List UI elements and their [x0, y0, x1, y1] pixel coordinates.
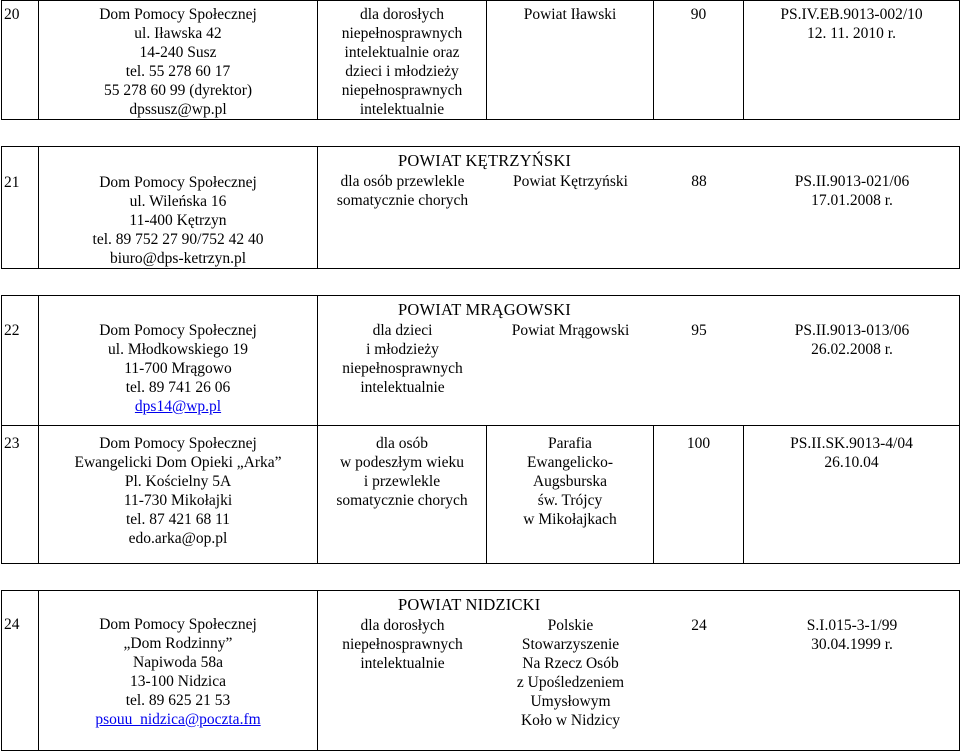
facility-name: Dom Pomocy Społecznej [99, 6, 257, 23]
facility-name: Dom Pomocy Społecznej [99, 174, 257, 191]
type-line: niepełnosprawnych [342, 636, 463, 653]
decision-date: 17.01.2008 r. [811, 192, 893, 209]
row-number: 21 [2, 147, 39, 269]
org-line: Parafia [548, 435, 592, 452]
spacer-cell [2, 120, 960, 147]
decision-reference [744, 319, 960, 397]
type-line: dla dorosłych [360, 6, 444, 23]
decision-reference [744, 614, 960, 730]
decision-date: 26.02.2008 r. [811, 341, 893, 358]
org-line: Ewangelicko- [526, 454, 614, 471]
facilities-table [1, 0, 960, 751]
decision-number: PS.IV.EB.9013-002/10 [780, 6, 923, 23]
powiat-header: POWIAT NIDZICKI [398, 595, 541, 614]
powiat-subtable [318, 170, 960, 210]
decision-number: PS.II.9013-021/06 [794, 173, 910, 190]
powiat-group [318, 591, 960, 751]
decision-reference [744, 1, 960, 120]
row-spacer [2, 564, 960, 591]
org-line: Augsburska [532, 473, 608, 490]
address-street: ul. Iławska 42 [134, 25, 222, 42]
decision-reference [744, 426, 960, 564]
facility-subname: Ewangelicki Dom Opieki „Arka” [74, 454, 282, 471]
facility-address [39, 296, 318, 426]
address-city: 11-400 Kętrzyn [129, 212, 227, 229]
spacer-cell [2, 269, 960, 296]
type-line: dla dorosłych [360, 617, 445, 634]
places-count: 90 [654, 1, 744, 120]
facility-name: Dom Pomocy Społecznej [99, 435, 257, 452]
org-line: Koło w Nidzicy [520, 712, 620, 729]
table-row [2, 296, 960, 426]
decision-number: S.I.015-3-1/99 [806, 617, 898, 634]
operating-organization: Powiat Iławski [487, 1, 654, 120]
facility-address [39, 1, 318, 120]
org-line: Stowarzyszenie [521, 636, 620, 653]
decision-number: PS.II.9013-013/06 [794, 322, 910, 339]
decision-date: 26.10.04 [824, 454, 879, 471]
facility-address [39, 147, 318, 269]
type-line: dla osób [375, 435, 429, 452]
address-city: 11-730 Mikołajki [123, 492, 233, 509]
table-row [2, 426, 960, 564]
phone: tel. 55 278 60 17 [125, 63, 231, 80]
address-city: 11-700 Mrągowo [124, 360, 232, 377]
operating-organization: Powiat Mrągowski [511, 322, 630, 339]
phone: tel. 87 421 68 11 [125, 511, 231, 528]
powiat-subtable [318, 319, 960, 397]
org-line: Umysłowym [530, 693, 611, 710]
address-street: ul. Młodkowskiego 19 [108, 341, 248, 358]
places-count: 100 [654, 426, 744, 564]
type-line: dzieci i młodzieży [345, 63, 459, 80]
type-line: w podeszłym wieku [340, 454, 464, 471]
places-count: 88 [691, 173, 707, 190]
org-line: w Mikołajkach [523, 511, 617, 528]
facility-name: Dom Pomocy Społecznej [99, 322, 257, 339]
powiat-group [318, 296, 960, 426]
facility-subname: „Dom Rodzinny” [123, 635, 233, 652]
facility-type [318, 319, 487, 397]
email: biuro@dps-ketrzyn.pl [109, 250, 247, 267]
facility-type [318, 426, 487, 564]
operating-organization [487, 614, 654, 730]
type-line: niepełnosprawnych [341, 82, 463, 99]
row-number: 23 [2, 426, 39, 564]
email: edo.arka@op.pl [128, 530, 228, 547]
phone: tel. 89 741 26 06 [125, 379, 231, 396]
type-line: somatycznie chorych [336, 192, 469, 209]
type-line: niepełnosprawnych [341, 25, 463, 42]
org-line: z Upośledzeniem [516, 674, 625, 691]
facility-type [318, 614, 487, 730]
table-row [2, 591, 960, 751]
decision-date: 12. 11. 2010 r. [807, 25, 896, 42]
type-line: somatycznie chorych [336, 492, 468, 509]
places-count: 24 [691, 617, 707, 634]
address-street: Pl. Kościelny 5A [124, 473, 232, 490]
phone: tel. 89 625 21 53 [125, 692, 231, 709]
operating-organization [487, 426, 654, 564]
type-line: dla dzieci [372, 322, 433, 339]
decision-reference [744, 170, 960, 210]
powiat-header: POWIAT KĘTRZYŃSKI [398, 151, 572, 170]
address-city: 13-100 Nidzica [130, 673, 226, 690]
spacer-cell [2, 564, 960, 591]
row-number: 22 [2, 296, 39, 426]
facility-address [39, 591, 318, 751]
address-city: 14-240 Susz [139, 44, 217, 61]
org-line: Polskie [547, 617, 594, 634]
type-line: niepełnosprawnych [342, 360, 463, 377]
type-line: i młodzieży [366, 341, 439, 358]
row-number: 24 [2, 591, 39, 751]
email-link[interactable]: psouu_nidzica@poczta.fm [95, 711, 261, 728]
org-line: Na Rzecz Osób [522, 655, 619, 672]
powiat-header: POWIAT MRĄGOWSKI [398, 300, 571, 319]
table-row [2, 1, 960, 120]
decision-number: PS.II.SK.9013-4/04 [790, 435, 913, 452]
phone-secondary: 55 278 60 99 (dyrektor) [103, 82, 253, 99]
type-line: intelektualnie [360, 655, 445, 672]
type-line: intelektualnie [360, 379, 445, 396]
type-line: dla osób przewlekle [340, 173, 465, 190]
facility-address [39, 426, 318, 564]
powiat-subtable [318, 614, 960, 730]
type-line: i przewlekle [363, 473, 441, 490]
org-line: św. Trójcy [537, 492, 603, 509]
powiat-group [318, 147, 960, 269]
type-line: intelektualnie oraz [344, 44, 460, 61]
row-number: 20 [2, 1, 39, 120]
row-spacer [2, 120, 960, 147]
address-street: Napiwoda 58a [133, 654, 223, 671]
email: dpssusz@wp.pl [129, 101, 227, 118]
facility-name: Dom Pomocy Społecznej [99, 616, 257, 633]
facility-type [318, 1, 487, 120]
row-spacer [2, 269, 960, 296]
address-street: ul. Wileńska 16 [129, 193, 227, 210]
operating-organization: Powiat Kętrzyński [513, 173, 628, 190]
table-row [2, 147, 960, 269]
places-count: 95 [691, 322, 707, 339]
email-link[interactable]: dps14@wp.pl [134, 398, 222, 415]
type-line: intelektualnie [359, 101, 445, 118]
phone: tel. 89 752 27 90/752 42 40 [92, 231, 264, 248]
decision-date: 30.04.1999 r. [811, 636, 893, 653]
facility-type [318, 170, 487, 210]
